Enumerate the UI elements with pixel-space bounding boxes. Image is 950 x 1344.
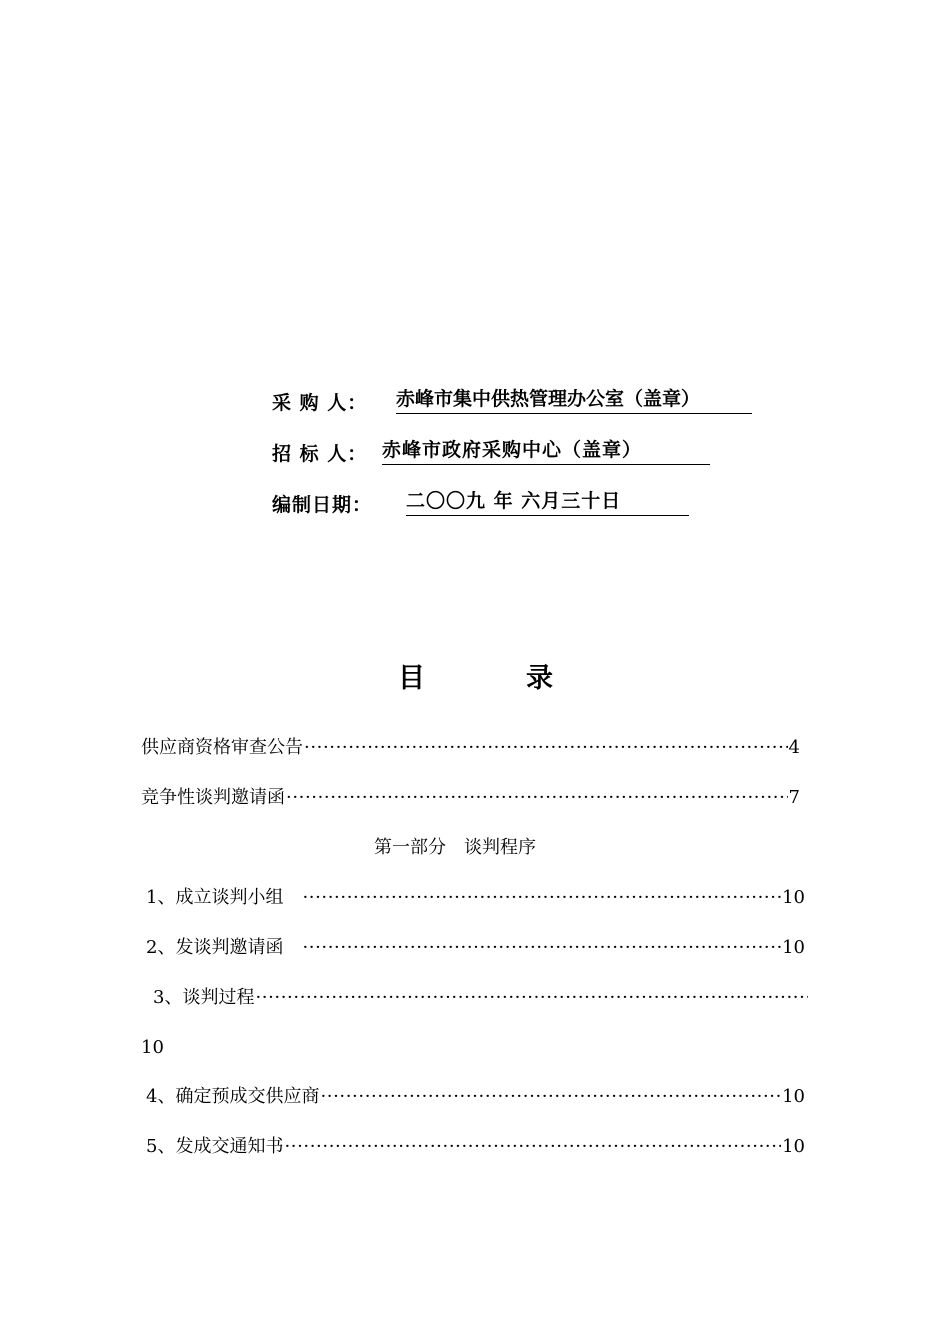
toc-item-page: 10 [141,1037,164,1058]
toc-leader [284,1135,781,1159]
toc-item-label: 2、发谈判邀请函 [146,937,302,958]
toc-item-label: 1、成立谈判小组 [146,887,302,908]
tenderer-value: 赤峰市政府采购中心（盖章） [382,438,710,465]
toc-entry[interactable] [141,736,800,760]
date-value: 二〇〇九 年 六月三十日 [406,489,689,516]
tenderer-label: 招 标 人： [272,443,368,465]
toc-entry-page: 4 [788,737,800,758]
toc-leader [286,786,788,810]
purchaser-label: 采 购 人： [272,392,368,414]
toc-item[interactable] [146,886,805,910]
toc-entry-page: 7 [788,787,800,808]
toc-item-label: 5、发成交通知书 [146,1136,284,1157]
toc-section-title: 第一部分 谈判程序 [374,837,536,858]
toc-leader [255,986,808,1010]
toc-item-page: 10 [782,887,805,908]
toc-entry[interactable] [141,786,800,810]
date-label: 编制日期： [272,494,373,516]
toc-item[interactable] [153,986,809,1010]
toc-item-page: 10 [782,1136,805,1157]
toc-leader [302,886,781,910]
toc-leader [320,1085,781,1109]
toc-item-page: 10 [782,937,805,958]
toc-item[interactable] [146,1085,805,1109]
toc-item[interactable] [146,936,805,960]
toc-heading-left: 目 [398,663,425,694]
toc-entry-label: 供应商资格审查公告 [141,737,303,758]
purchaser-value: 赤峰市集中供热管理办公室（盖章） [396,387,752,414]
toc-entry-label: 竞争性谈判邀请函 [141,787,285,808]
toc-item[interactable] [146,1135,805,1159]
toc-item-label: 3、谈判过程 [153,987,255,1008]
toc-leader [304,736,788,760]
toc-item-page: 10 [782,1086,805,1107]
toc-heading-right: 录 [526,663,553,694]
toc-item-label: 4、确定预成交供应商 [146,1086,320,1107]
toc-leader [302,936,781,960]
